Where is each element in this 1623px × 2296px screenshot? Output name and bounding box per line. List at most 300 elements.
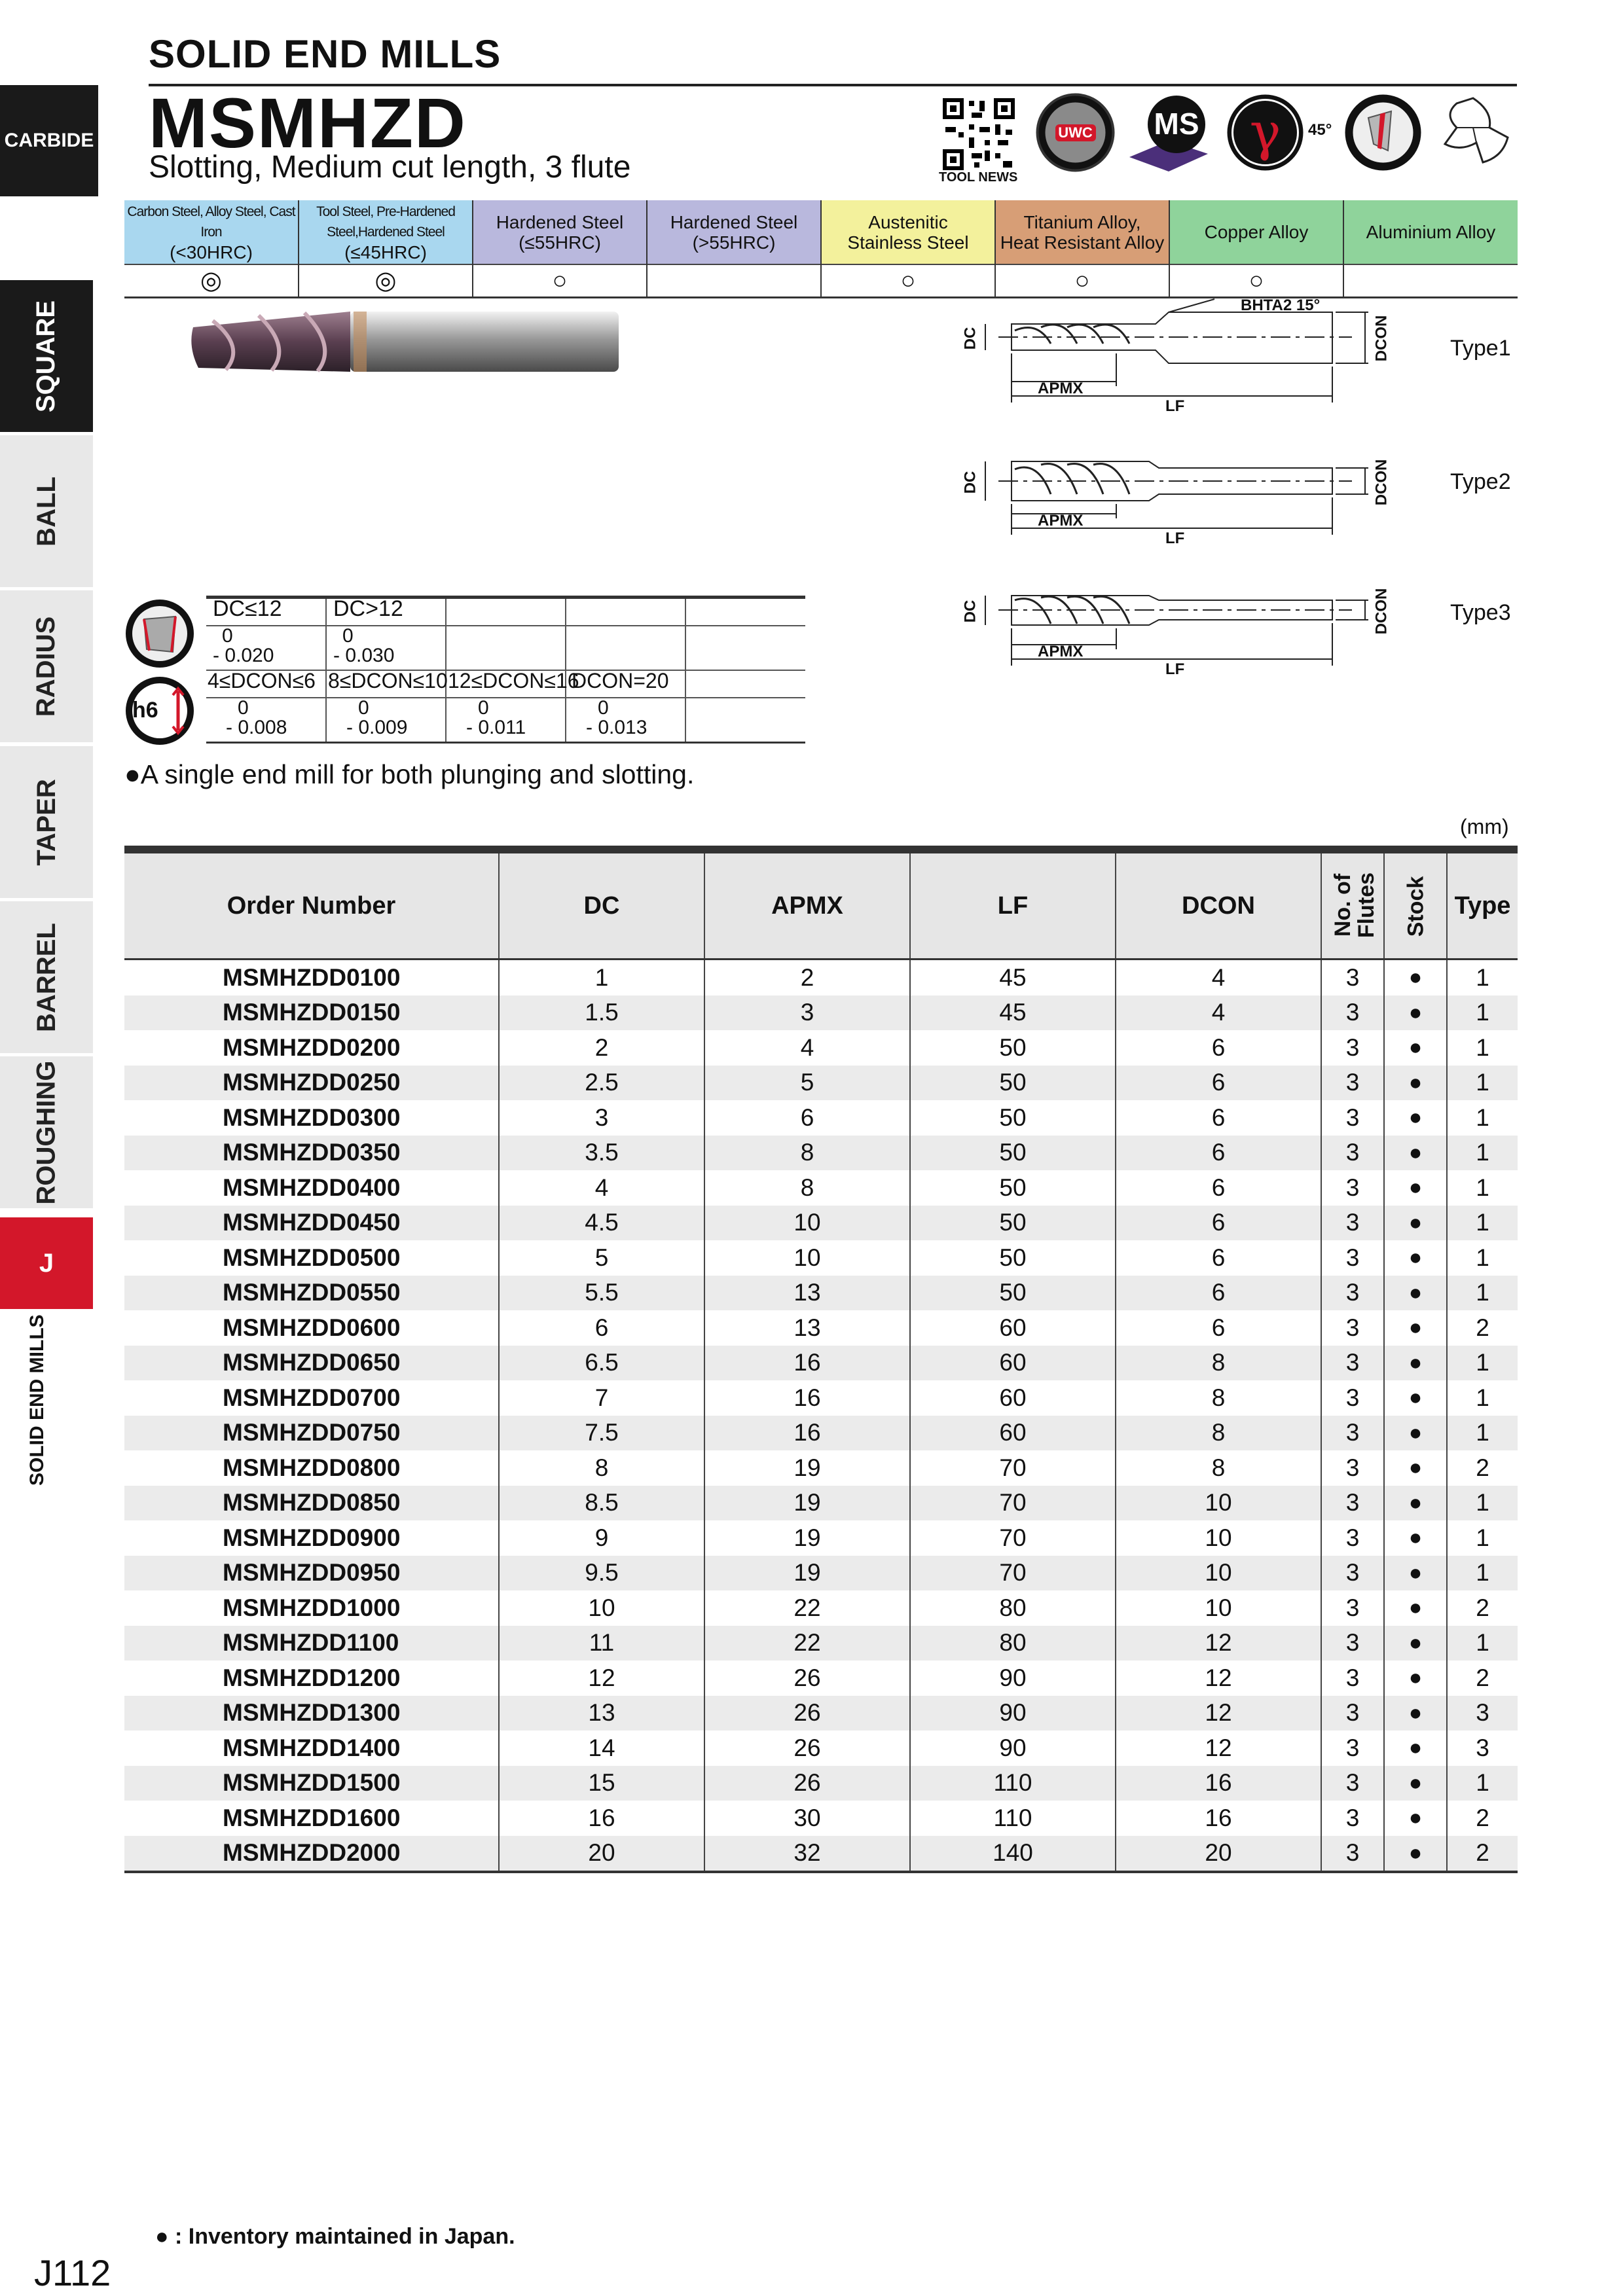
cell-type: 1 bbox=[1447, 1346, 1518, 1381]
tol-header: DCON=20 bbox=[566, 670, 685, 698]
uwc-coating-icon bbox=[1034, 92, 1116, 173]
cell-dc: 9.5 bbox=[499, 1556, 704, 1591]
cell-lf: 90 bbox=[910, 1696, 1116, 1731]
work-material-table bbox=[124, 200, 1518, 298]
cell-order-number[interactable]: MSMHZDD0100 bbox=[124, 960, 499, 996]
cell-flutes: 3 bbox=[1321, 1346, 1384, 1381]
tol-header: DC>12 bbox=[326, 598, 446, 626]
tol-header bbox=[446, 598, 566, 626]
cell-type: 1 bbox=[1447, 1276, 1518, 1311]
tab-ball[interactable] bbox=[0, 435, 93, 589]
tol-value: 0 - 0.020 bbox=[206, 626, 326, 670]
tol-header: 8≤DCON≤10 bbox=[326, 670, 446, 698]
tab-radius[interactable] bbox=[0, 590, 93, 744]
cell-type: 1 bbox=[1447, 1766, 1518, 1801]
cell-order-number[interactable]: MSMHZDD0300 bbox=[124, 1100, 499, 1136]
cell-stock: ● bbox=[1384, 1030, 1447, 1066]
cell-apmx: 16 bbox=[704, 1380, 910, 1416]
cell-type: 3 bbox=[1447, 1696, 1518, 1731]
col-dc: DC bbox=[499, 850, 704, 960]
table-row bbox=[124, 1100, 1518, 1136]
tol-header: 4≤DCON≤6 bbox=[206, 670, 326, 698]
table-row bbox=[124, 1520, 1518, 1556]
product-title: MSMHZD bbox=[149, 83, 467, 162]
cell-apmx: 4 bbox=[704, 1030, 910, 1066]
cell-stock: ● bbox=[1384, 1380, 1447, 1416]
cell-type: 2 bbox=[1476, 1454, 1489, 1481]
cell-order-number[interactable]: MSMHZDD1600 bbox=[124, 1801, 499, 1836]
table-row bbox=[124, 960, 1518, 996]
cell-dcon: 8 bbox=[1116, 1416, 1321, 1451]
cell-lf: 50 bbox=[910, 1206, 1116, 1241]
cell-flutes: 3 bbox=[1321, 1836, 1384, 1873]
material-name: Tool Steel, Pre-Hardened Steel,Hardened Steel bbox=[316, 204, 455, 240]
col-order-number: Order Number bbox=[124, 850, 499, 960]
cell-order-number[interactable]: MSMHZDD1100 bbox=[124, 1626, 499, 1661]
section-name: SOLID END MILLS bbox=[26, 1314, 48, 1486]
cell-order-number[interactable]: MSMHZDD0800 bbox=[124, 1450, 499, 1486]
col-dcon: DCON bbox=[1116, 850, 1321, 960]
dc-label: DC bbox=[961, 600, 979, 623]
cell-stock: ● bbox=[1384, 1626, 1447, 1661]
tol-value bbox=[685, 698, 805, 743]
cell-stock: ● bbox=[1384, 1136, 1447, 1171]
tab-roughing[interactable] bbox=[0, 1056, 93, 1210]
cell-apmx: 10 bbox=[704, 1240, 910, 1276]
cell-apmx: 16 bbox=[704, 1416, 910, 1451]
tol-value: 0 - 0.008 bbox=[206, 698, 326, 743]
lf-label: LF bbox=[1165, 529, 1185, 547]
type3-label: Type3 bbox=[1450, 600, 1511, 625]
cell-order-number[interactable]: MSMHZDD1200 bbox=[124, 1660, 499, 1696]
cell-apmx: 19 bbox=[704, 1520, 910, 1556]
cell-flutes: 3 bbox=[1321, 960, 1384, 996]
material-name: Aluminium Alloy bbox=[1366, 222, 1496, 242]
apmx-label: APMX bbox=[1038, 643, 1084, 660]
table-row bbox=[124, 1346, 1518, 1381]
cell-stock: ● bbox=[1384, 1240, 1447, 1276]
suitability-mark: ○ bbox=[821, 264, 995, 298]
cell-dc: 14 bbox=[499, 1731, 704, 1766]
cell-dcon: 6 bbox=[1116, 1100, 1321, 1136]
cell-apmx: 13 bbox=[704, 1310, 910, 1346]
material-hardness: (>55HRC) bbox=[692, 232, 776, 253]
cell-flutes: 3 bbox=[1321, 1206, 1384, 1241]
cell-lf: 140 bbox=[910, 1836, 1116, 1873]
cell-lf: 60 bbox=[910, 1416, 1116, 1451]
cell-type: 1 bbox=[1476, 1174, 1489, 1201]
ms-label: MS bbox=[1154, 107, 1199, 141]
product-subtitle: Slotting, Medium cut length, 3 flute bbox=[149, 150, 631, 185]
cell-stock: ● bbox=[1384, 1801, 1447, 1836]
cell-dc: 8 bbox=[499, 1450, 704, 1486]
cell-dcon: 10 bbox=[1116, 1520, 1321, 1556]
material-cell bbox=[995, 200, 1169, 264]
cell-apmx: 2 bbox=[704, 960, 910, 996]
table-row bbox=[124, 1801, 1518, 1836]
cell-lf: 45 bbox=[910, 960, 1116, 996]
tol-value bbox=[685, 626, 805, 670]
cell-order-number[interactable]: MSMHZDD1000 bbox=[124, 1590, 499, 1626]
cell-dcon: 16 bbox=[1116, 1766, 1321, 1801]
cell-dcon: 4 bbox=[1116, 960, 1321, 996]
section-letter-tab[interactable]: J bbox=[0, 1217, 93, 1309]
table-row bbox=[124, 1486, 1518, 1521]
cell-stock: ● bbox=[1384, 1100, 1447, 1136]
cell-flutes: 3 bbox=[1321, 1590, 1384, 1626]
cell-flutes: 3 bbox=[1321, 1136, 1384, 1171]
cell-order-number[interactable]: MSMHZDD0700 bbox=[124, 1380, 499, 1416]
cell-order-number[interactable]: MSMHZDD0250 bbox=[124, 1066, 499, 1101]
dcon-label: DCON bbox=[1372, 588, 1391, 635]
cell-lf: 110 bbox=[910, 1766, 1116, 1801]
material-name: Austenitic bbox=[868, 211, 948, 232]
lf-label: LF bbox=[1165, 397, 1185, 415]
cell-flutes: 3 bbox=[1321, 1416, 1384, 1451]
cell-dc: 5.5 bbox=[499, 1276, 704, 1311]
dcon-label: DCON bbox=[1372, 459, 1391, 506]
cell-order-number[interactable]: MSMHZDD1400 bbox=[124, 1731, 499, 1766]
cell-type: 2 bbox=[1476, 1804, 1489, 1831]
dc-label: DC bbox=[961, 327, 979, 350]
cell-type: 1 bbox=[1447, 1486, 1518, 1521]
table-row bbox=[124, 1590, 1518, 1626]
tol-value: 0 - 0.030 bbox=[326, 626, 446, 670]
cell-order-number[interactable]: MSMHZDD0200 bbox=[124, 1030, 499, 1066]
qr-code-icon[interactable] bbox=[943, 98, 1015, 170]
cell-order-number[interactable]: MSMHZDD0850 bbox=[124, 1486, 499, 1521]
h6-label: h6 bbox=[132, 698, 158, 723]
col-apmx: APMX bbox=[704, 850, 910, 960]
cell-type: 1 bbox=[1447, 1416, 1518, 1451]
shank-tolerance-icon bbox=[123, 674, 196, 747]
table-row bbox=[124, 1206, 1518, 1241]
cell-dcon: 12 bbox=[1116, 1626, 1321, 1661]
tol-header bbox=[685, 598, 805, 626]
ms-coating-icon bbox=[1123, 92, 1214, 173]
material-cell bbox=[821, 200, 995, 264]
cell-lf: 70 bbox=[910, 1450, 1116, 1486]
cell-stock: ● bbox=[1384, 1486, 1447, 1521]
type2-label: Type2 bbox=[1450, 469, 1511, 494]
cell-dcon: 10 bbox=[1116, 1556, 1321, 1591]
material-hardness: (<30HRC) bbox=[170, 242, 253, 262]
tol-value: 0 - 0.011 bbox=[446, 698, 566, 743]
cell-lf: 90 bbox=[910, 1660, 1116, 1696]
cell-dcon: 6 bbox=[1116, 1310, 1321, 1346]
carbide-tab: CARBIDE bbox=[0, 85, 98, 196]
cell-dcon: 6 bbox=[1116, 1170, 1321, 1206]
material-name: Copper Alloy bbox=[1204, 222, 1309, 242]
tol-header: DC≤12 bbox=[206, 598, 326, 626]
cell-stock: ● bbox=[1384, 1276, 1447, 1311]
table-row bbox=[124, 1696, 1518, 1731]
cell-type: 1 bbox=[1447, 1556, 1518, 1591]
cell-dcon: 6 bbox=[1116, 1030, 1321, 1066]
cell-lf: 50 bbox=[910, 1066, 1116, 1101]
material-cell bbox=[1343, 200, 1518, 264]
suitability-mark: ○ bbox=[995, 264, 1169, 298]
cell-dc: 2.5 bbox=[499, 1066, 704, 1101]
cell-stock: ● bbox=[1384, 1696, 1447, 1731]
cell-stock: ● bbox=[1384, 1310, 1447, 1346]
table-row bbox=[124, 1556, 1518, 1591]
cell-lf: 50 bbox=[910, 1136, 1116, 1171]
cell-flutes: 3 bbox=[1321, 1520, 1384, 1556]
material-cell bbox=[1169, 200, 1343, 264]
table-row bbox=[124, 1766, 1518, 1801]
material-cell bbox=[647, 200, 821, 264]
cell-order-number[interactable]: MSMHZDD0150 bbox=[124, 996, 499, 1031]
cell-flutes: 3 bbox=[1321, 1240, 1384, 1276]
table-row bbox=[124, 1066, 1518, 1101]
cell-order-number[interactable]: MSMHZDD0400 bbox=[124, 1170, 499, 1206]
suitability-mark bbox=[647, 264, 821, 298]
page-number: J112 bbox=[34, 2252, 111, 2293]
cell-apmx: 13 bbox=[704, 1276, 910, 1311]
table-row bbox=[124, 1450, 1518, 1486]
cell-order-number[interactable]: MSMHZDD0950 bbox=[124, 1556, 499, 1591]
cell-lf: 60 bbox=[910, 1380, 1116, 1416]
cell-order-number[interactable]: MSMHZDD0500 bbox=[124, 1240, 499, 1276]
cell-dc: 13 bbox=[499, 1696, 704, 1731]
cell-apmx: 22 bbox=[704, 1590, 910, 1626]
end-geometry-icon bbox=[1342, 92, 1424, 173]
material-cell bbox=[124, 200, 299, 264]
cell-stock: ● bbox=[1384, 1416, 1447, 1451]
table-row bbox=[124, 1626, 1518, 1661]
helix-symbol: γ bbox=[1249, 101, 1281, 162]
cell-type: 1 bbox=[1447, 1206, 1518, 1241]
cell-type: 1 bbox=[1447, 996, 1518, 1031]
cell-dc: 3.5 bbox=[499, 1136, 704, 1171]
tol-header: 12≤DCON≤16 bbox=[446, 670, 566, 698]
tol-header bbox=[685, 670, 805, 698]
helix-angle-icon bbox=[1224, 92, 1306, 173]
cell-dc: 6.5 bbox=[499, 1346, 704, 1381]
material-hardness: Heat Resistant Alloy bbox=[1000, 232, 1165, 253]
cell-flutes: 3 bbox=[1321, 1801, 1384, 1836]
cell-type: 1 bbox=[1447, 1136, 1518, 1171]
cell-stock: ● bbox=[1384, 1520, 1447, 1556]
cell-lf: 50 bbox=[910, 1276, 1116, 1311]
cell-type: 1 bbox=[1476, 1033, 1489, 1061]
dcon-label: DCON bbox=[1372, 315, 1391, 362]
cell-dc: 7 bbox=[499, 1380, 704, 1416]
cell-dcon: 8 bbox=[1116, 1380, 1321, 1416]
bhta-label: BHTA2 15° bbox=[1241, 296, 1321, 314]
cell-stock: ● bbox=[1384, 960, 1447, 996]
cell-order-number[interactable]: MSMHZDD0350 bbox=[124, 1136, 499, 1171]
material-hardness: Stainless Steel bbox=[847, 232, 969, 253]
suitability-mark: ◎ bbox=[124, 264, 299, 298]
cell-apmx: 8 bbox=[704, 1170, 910, 1206]
cell-dc: 1 bbox=[499, 960, 704, 996]
feature-note: ●A single end mill for both plunging and slotting. bbox=[124, 759, 695, 789]
tab-taper[interactable] bbox=[0, 746, 93, 900]
cell-lf: 70 bbox=[910, 1520, 1116, 1556]
cell-apmx: 19 bbox=[704, 1556, 910, 1591]
unit-label: (mm) bbox=[1460, 815, 1509, 838]
cell-apmx: 26 bbox=[704, 1696, 910, 1731]
cell-apmx: 6 bbox=[704, 1100, 910, 1136]
cell-apmx: 22 bbox=[704, 1626, 910, 1661]
tool-news-label: TOOL NEWS bbox=[939, 170, 1018, 185]
cell-stock: ● bbox=[1384, 1660, 1447, 1696]
cell-type: 1 bbox=[1476, 1103, 1489, 1131]
stock-footnote: ● : Inventory maintained in Japan. bbox=[155, 2224, 515, 2249]
cell-stock: ● bbox=[1384, 1556, 1447, 1591]
cell-flutes: 3 bbox=[1321, 1660, 1384, 1696]
cell-type: 3 bbox=[1476, 1734, 1489, 1761]
material-name: Hardened Steel bbox=[670, 211, 798, 232]
cell-apmx: 3 bbox=[704, 996, 910, 1031]
cell-apmx: 16 bbox=[704, 1346, 910, 1381]
three-flute-icon bbox=[1431, 92, 1516, 173]
cell-stock: ● bbox=[1384, 1766, 1447, 1801]
apmx-label: APMX bbox=[1038, 512, 1084, 529]
col-flutes: No. of Flutes bbox=[1321, 850, 1384, 960]
suitability-mark bbox=[1343, 264, 1518, 298]
cell-stock: ● bbox=[1384, 1590, 1447, 1626]
tab-label: BALL bbox=[31, 476, 61, 547]
cell-lf: 50 bbox=[910, 1240, 1116, 1276]
cell-dc: 20 bbox=[499, 1836, 704, 1873]
cell-dcon: 10 bbox=[1116, 1486, 1321, 1521]
cell-flutes: 3 bbox=[1321, 1310, 1384, 1346]
cell-dc: 8.5 bbox=[499, 1486, 704, 1521]
cell-type: 1 bbox=[1476, 1384, 1489, 1411]
table-row bbox=[124, 1170, 1518, 1206]
cell-type: 1 bbox=[1447, 1066, 1518, 1101]
cell-flutes: 3 bbox=[1321, 1066, 1384, 1101]
tab-label: TAPER bbox=[31, 778, 61, 866]
suitability-mark: ○ bbox=[473, 264, 647, 298]
cell-stock: ● bbox=[1384, 1206, 1447, 1241]
tol-value: 0 - 0.013 bbox=[566, 698, 685, 743]
col-lf: LF bbox=[910, 850, 1116, 960]
cell-order-number[interactable]: MSMHZDD0750 bbox=[124, 1416, 499, 1451]
cell-lf: 50 bbox=[910, 1100, 1116, 1136]
cell-type: 2 bbox=[1447, 1836, 1518, 1873]
cell-type: 1 bbox=[1476, 963, 1489, 991]
cell-flutes: 3 bbox=[1321, 1030, 1384, 1066]
end-mill-photo bbox=[187, 308, 625, 376]
cell-lf: 50 bbox=[910, 1030, 1116, 1066]
apmx-label: APMX bbox=[1038, 380, 1084, 397]
product-table bbox=[124, 846, 1518, 1873]
cell-stock: ● bbox=[1384, 1836, 1447, 1873]
cell-apmx: 26 bbox=[704, 1766, 910, 1801]
cell-dcon: 10 bbox=[1116, 1590, 1321, 1626]
table-row bbox=[124, 1240, 1518, 1276]
cell-dc: 4 bbox=[499, 1170, 704, 1206]
cell-order-number[interactable]: MSMHZDD0600 bbox=[124, 1310, 499, 1346]
cell-apmx: 19 bbox=[704, 1450, 910, 1486]
cell-order-number[interactable]: MSMHZDD2000 bbox=[124, 1836, 499, 1873]
lf-label: LF bbox=[1165, 660, 1185, 678]
cell-flutes: 3 bbox=[1321, 1766, 1384, 1801]
tol-header bbox=[566, 598, 685, 626]
tolerance-table bbox=[206, 596, 805, 744]
cell-lf: 60 bbox=[910, 1346, 1116, 1381]
cell-dc: 1.5 bbox=[499, 996, 704, 1031]
cell-dcon: 4 bbox=[1116, 996, 1321, 1031]
dc-label: DC bbox=[961, 471, 979, 494]
tab-barrel[interactable] bbox=[0, 901, 93, 1055]
cell-type: 1 bbox=[1476, 1524, 1489, 1551]
cell-apmx: 26 bbox=[704, 1660, 910, 1696]
cell-stock: ● bbox=[1384, 1170, 1447, 1206]
cell-flutes: 3 bbox=[1321, 1450, 1384, 1486]
tab-label: BARREL bbox=[31, 922, 61, 1032]
cell-order-number[interactable]: MSMHZDD0550 bbox=[124, 1276, 499, 1311]
cell-flutes: 3 bbox=[1321, 1276, 1384, 1311]
col-stock: Stock bbox=[1384, 850, 1447, 960]
table-row bbox=[124, 996, 1518, 1031]
cell-flutes: 3 bbox=[1321, 996, 1384, 1031]
cell-lf: 60 bbox=[910, 1310, 1116, 1346]
table-row bbox=[124, 1660, 1518, 1696]
cell-order-number[interactable]: MSMHZDD0650 bbox=[124, 1346, 499, 1381]
cell-dc: 4.5 bbox=[499, 1206, 704, 1241]
table-row bbox=[124, 1416, 1518, 1451]
cell-flutes: 3 bbox=[1321, 1626, 1384, 1661]
type1-label: Type1 bbox=[1450, 336, 1511, 361]
suitability-mark: ◎ bbox=[299, 264, 473, 298]
cell-lf: 70 bbox=[910, 1556, 1116, 1591]
category-title: SOLID END MILLS bbox=[149, 32, 501, 76]
material-cell bbox=[299, 200, 473, 264]
cell-order-number[interactable]: MSMHZDD1300 bbox=[124, 1696, 499, 1731]
cell-stock: ● bbox=[1384, 1450, 1447, 1486]
cell-order-number[interactable]: MSMHZDD0900 bbox=[124, 1520, 499, 1556]
material-name: Hardened Steel bbox=[496, 211, 624, 232]
cell-apmx: 32 bbox=[704, 1836, 910, 1873]
cell-apmx: 8 bbox=[704, 1136, 910, 1171]
cell-flutes: 3 bbox=[1321, 1100, 1384, 1136]
cell-dcon: 8 bbox=[1116, 1346, 1321, 1381]
uwc-label: UWC bbox=[1058, 124, 1093, 141]
cell-dcon: 6 bbox=[1116, 1206, 1321, 1241]
tab-label: RADIUS bbox=[31, 616, 61, 717]
dc-tolerance-icon bbox=[123, 597, 196, 670]
cell-lf: 45 bbox=[910, 996, 1116, 1031]
cell-order-number[interactable]: MSMHZDD0450 bbox=[124, 1206, 499, 1241]
material-cell bbox=[473, 200, 647, 264]
cell-dc: 2 bbox=[499, 1030, 704, 1066]
col-type: Type bbox=[1447, 850, 1518, 960]
cell-flutes: 3 bbox=[1321, 1731, 1384, 1766]
cell-dcon: 12 bbox=[1116, 1731, 1321, 1766]
tol-value bbox=[566, 626, 685, 670]
tab-square[interactable] bbox=[0, 280, 93, 434]
cell-flutes: 3 bbox=[1321, 1170, 1384, 1206]
cell-lf: 50 bbox=[910, 1170, 1116, 1206]
material-hardness: (≤45HRC) bbox=[344, 242, 427, 262]
cell-stock: ● bbox=[1384, 1066, 1447, 1101]
cell-type: 2 bbox=[1476, 1314, 1489, 1341]
cell-flutes: 3 bbox=[1321, 1380, 1384, 1416]
cell-dc: 15 bbox=[499, 1766, 704, 1801]
cell-order-number[interactable]: MSMHZDD1500 bbox=[124, 1766, 499, 1801]
cell-stock: ● bbox=[1384, 1731, 1447, 1766]
cell-dc: 12 bbox=[499, 1660, 704, 1696]
material-name: Titanium Alloy, bbox=[1023, 211, 1141, 232]
dimension-drawings bbox=[933, 298, 1509, 691]
cell-dc: 16 bbox=[499, 1801, 704, 1836]
cell-dc: 11 bbox=[499, 1626, 704, 1661]
